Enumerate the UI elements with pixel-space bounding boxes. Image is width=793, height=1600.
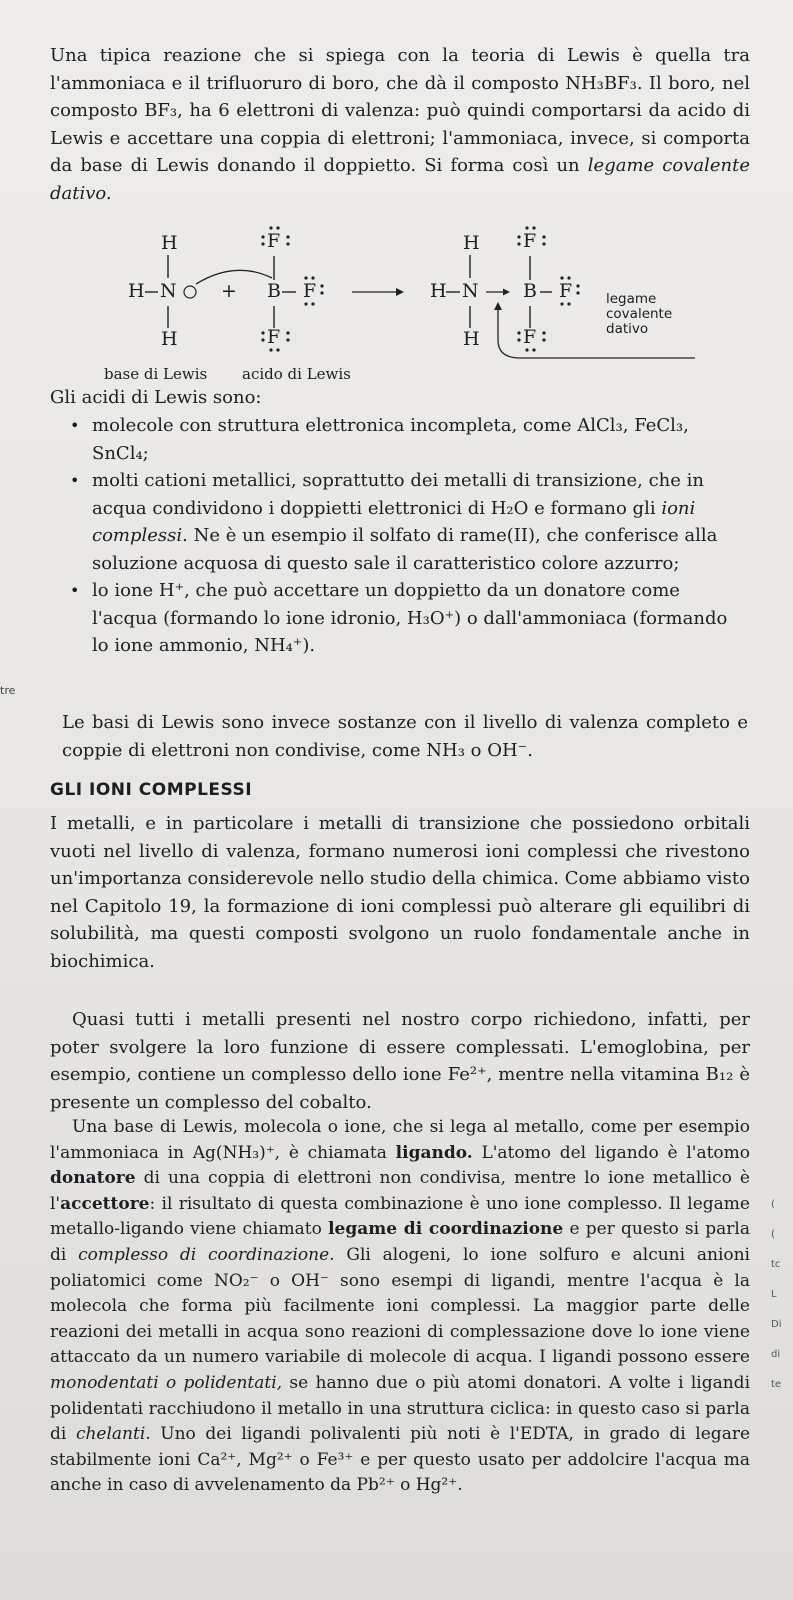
atom-f-top: F: [267, 230, 281, 252]
term-accettore: accettore: [60, 1193, 150, 1214]
term-complesso-coordinazione: complesso di coordinazione.: [78, 1244, 335, 1265]
atom-n: N: [160, 280, 177, 302]
product-atom-h-top: H: [463, 232, 480, 254]
section-paragraph-3: Una base di Lewis, molecola o ione, che si lega al metallo, come per esempio l'ammoniaca in Ag(NH₃)⁺, è chiamata ligando. L'atomo del ligando è l'atomo donatore di una coppia di elettroni non condivisa, mentre lo ione metallico è l'accettore: il risultato di questa combinazione è uno ione complesso. Il legame metallo-ligando viene chiamato legame di coordinazione e per questo si parla di complesso di coordinazione. Gli alogeni, lo ione solfuro e alcuni anioni poliatomici come NO₂⁻ o OH⁻ sono esempi di ligandi, mentre l'acqua è la molecola che forma più facilmente ioni complessi. La maggior parte delle reazioni dei metalli in acqua sono reazioni di complessazione dove lo ione viene attaccato da un numero variabile di molecole di acqua. I ligandi possono essere monodentati o polidentati, se hanno due o più atomi donatori. A volte i ligandi polidentati racchiudono il metallo in una struttura ciclica: in questo caso si parla di chelanti. Uno dei ligandi polivalenti più noti è l'EDTA, in grado di legare stabilmente ioni Ca²⁺, Mg²⁺ o Fe³⁺ e per questo usato per addolcire l'acqua ma anche in caso di avvelenamento da Pb²⁺ o Hg²⁺.: [50, 1117, 751, 1496]
product-atom-b: B: [523, 280, 537, 302]
list-item: • molti cationi metallici, soprattutto dei metalli di transizione, che in acqua condividono i doppietti elettronici di H₂O e formano gli ioni complessi. Ne è un esempio il solfato di rame(II), che conferisce alla soluzione acquosa di questo sale il caratteristico colore azzurro;: [92, 467, 738, 577]
atom-b: B: [267, 280, 281, 302]
plus-sign: +: [221, 280, 237, 302]
section-title: GLI IONI COMPLESSI: [50, 780, 253, 800]
base-label: base di Lewis: [104, 365, 208, 383]
term-monodentati: monodentati o polidentati,: [50, 1372, 283, 1393]
product-atom-h-left: H: [430, 280, 447, 302]
product-atom-f-right: F: [559, 280, 573, 302]
edge-marks: ( ( tc L Di di te: [771, 1199, 782, 1390]
atom-h-top: H: [161, 232, 178, 254]
acid-label: acido di Lewis: [242, 365, 351, 383]
product-atom-n: N: [462, 280, 479, 302]
atom-f-right: F: [303, 280, 317, 302]
term-donatore: donatore: [50, 1168, 136, 1189]
product-atom-f-top: F: [523, 230, 537, 252]
term-chelanti: chelanti.: [75, 1424, 151, 1445]
list-item: • molecole con struttura elettronica incompleta, come AlCl₃, FeCl₃, SnCl₄;: [92, 412, 738, 467]
section-paragraph-2: Quasi tutti i metalli presenti nel nostro corpo richiedono, infatti, per poter svolgere la loro funzione di essere complessati. L'emoglobina, per esempio, contiene un complesso dello ione Fe²⁺, mentre nella vitamina B₁₂ è presente un complesso del cobalto.: [50, 1009, 750, 1113]
atom-h-bottom: H: [161, 328, 178, 350]
product-atom-h-bottom: H: [463, 328, 480, 350]
intro-paragraph: [50, 42, 750, 207]
atom-h-left: H: [128, 280, 145, 302]
intro-text: Una tipica reazione che si spiega con la teoria di Lewis è quella tra l'ammoniaca e il trifluoruro di boro, che dà il composto NH₃BF₃. Il boro, nel composto BF₃, ha 6 elettroni di valenza: può quindi comportarsi da acido di Lewis e accettare una coppia di elettroni; l'ammoniaca, invece, si comporta da base di Lewis donando il doppietto. Si forma così un: [50, 45, 750, 176]
dative-bond-label: legame covalente dativo: [606, 291, 673, 337]
term-ligando: ligando.: [395, 1142, 473, 1163]
side-tab: tre: [0, 684, 16, 697]
lewis-acids-intro: Gli acidi di Lewis sono:: [50, 387, 262, 408]
section-paragraph-1: I metalli, e in particolare i metalli di transizione che possiedono orbitali vuoti nel livello di valenza, formano numerosi ioni complessi che rivestono un'importanza considerevole nello studio della chimica. Come abbiamo visto nel Capitolo 19, la formazione di ioni complessi può alterare gli equilibri di solubilità, ma questi composti svolgono un ruolo fondamentale anche in biochimica.: [50, 813, 750, 972]
lewis-bases-paragraph: Le basi di Lewis sono invece sostanze con il livello di valenza completo e coppie di elettroni non condivise, come NH₃ o OH⁻.: [62, 712, 748, 761]
list-item: • lo ione H⁺, che può accettare un doppietto da un donatore come l'acqua (formando lo ione idronio, H₃O⁺) o dall'ammoniaca (formando lo ione ammonio, NH₄⁺).: [92, 577, 738, 660]
lewis-acids-list: [92, 412, 738, 660]
term-legame-coordinazione: legame di coordinazione: [328, 1219, 564, 1240]
atom-f-bottom: F: [267, 326, 281, 348]
intro-term: legame covalente dativo.: [50, 155, 750, 204]
product-atom-f-bottom: F: [523, 326, 537, 348]
